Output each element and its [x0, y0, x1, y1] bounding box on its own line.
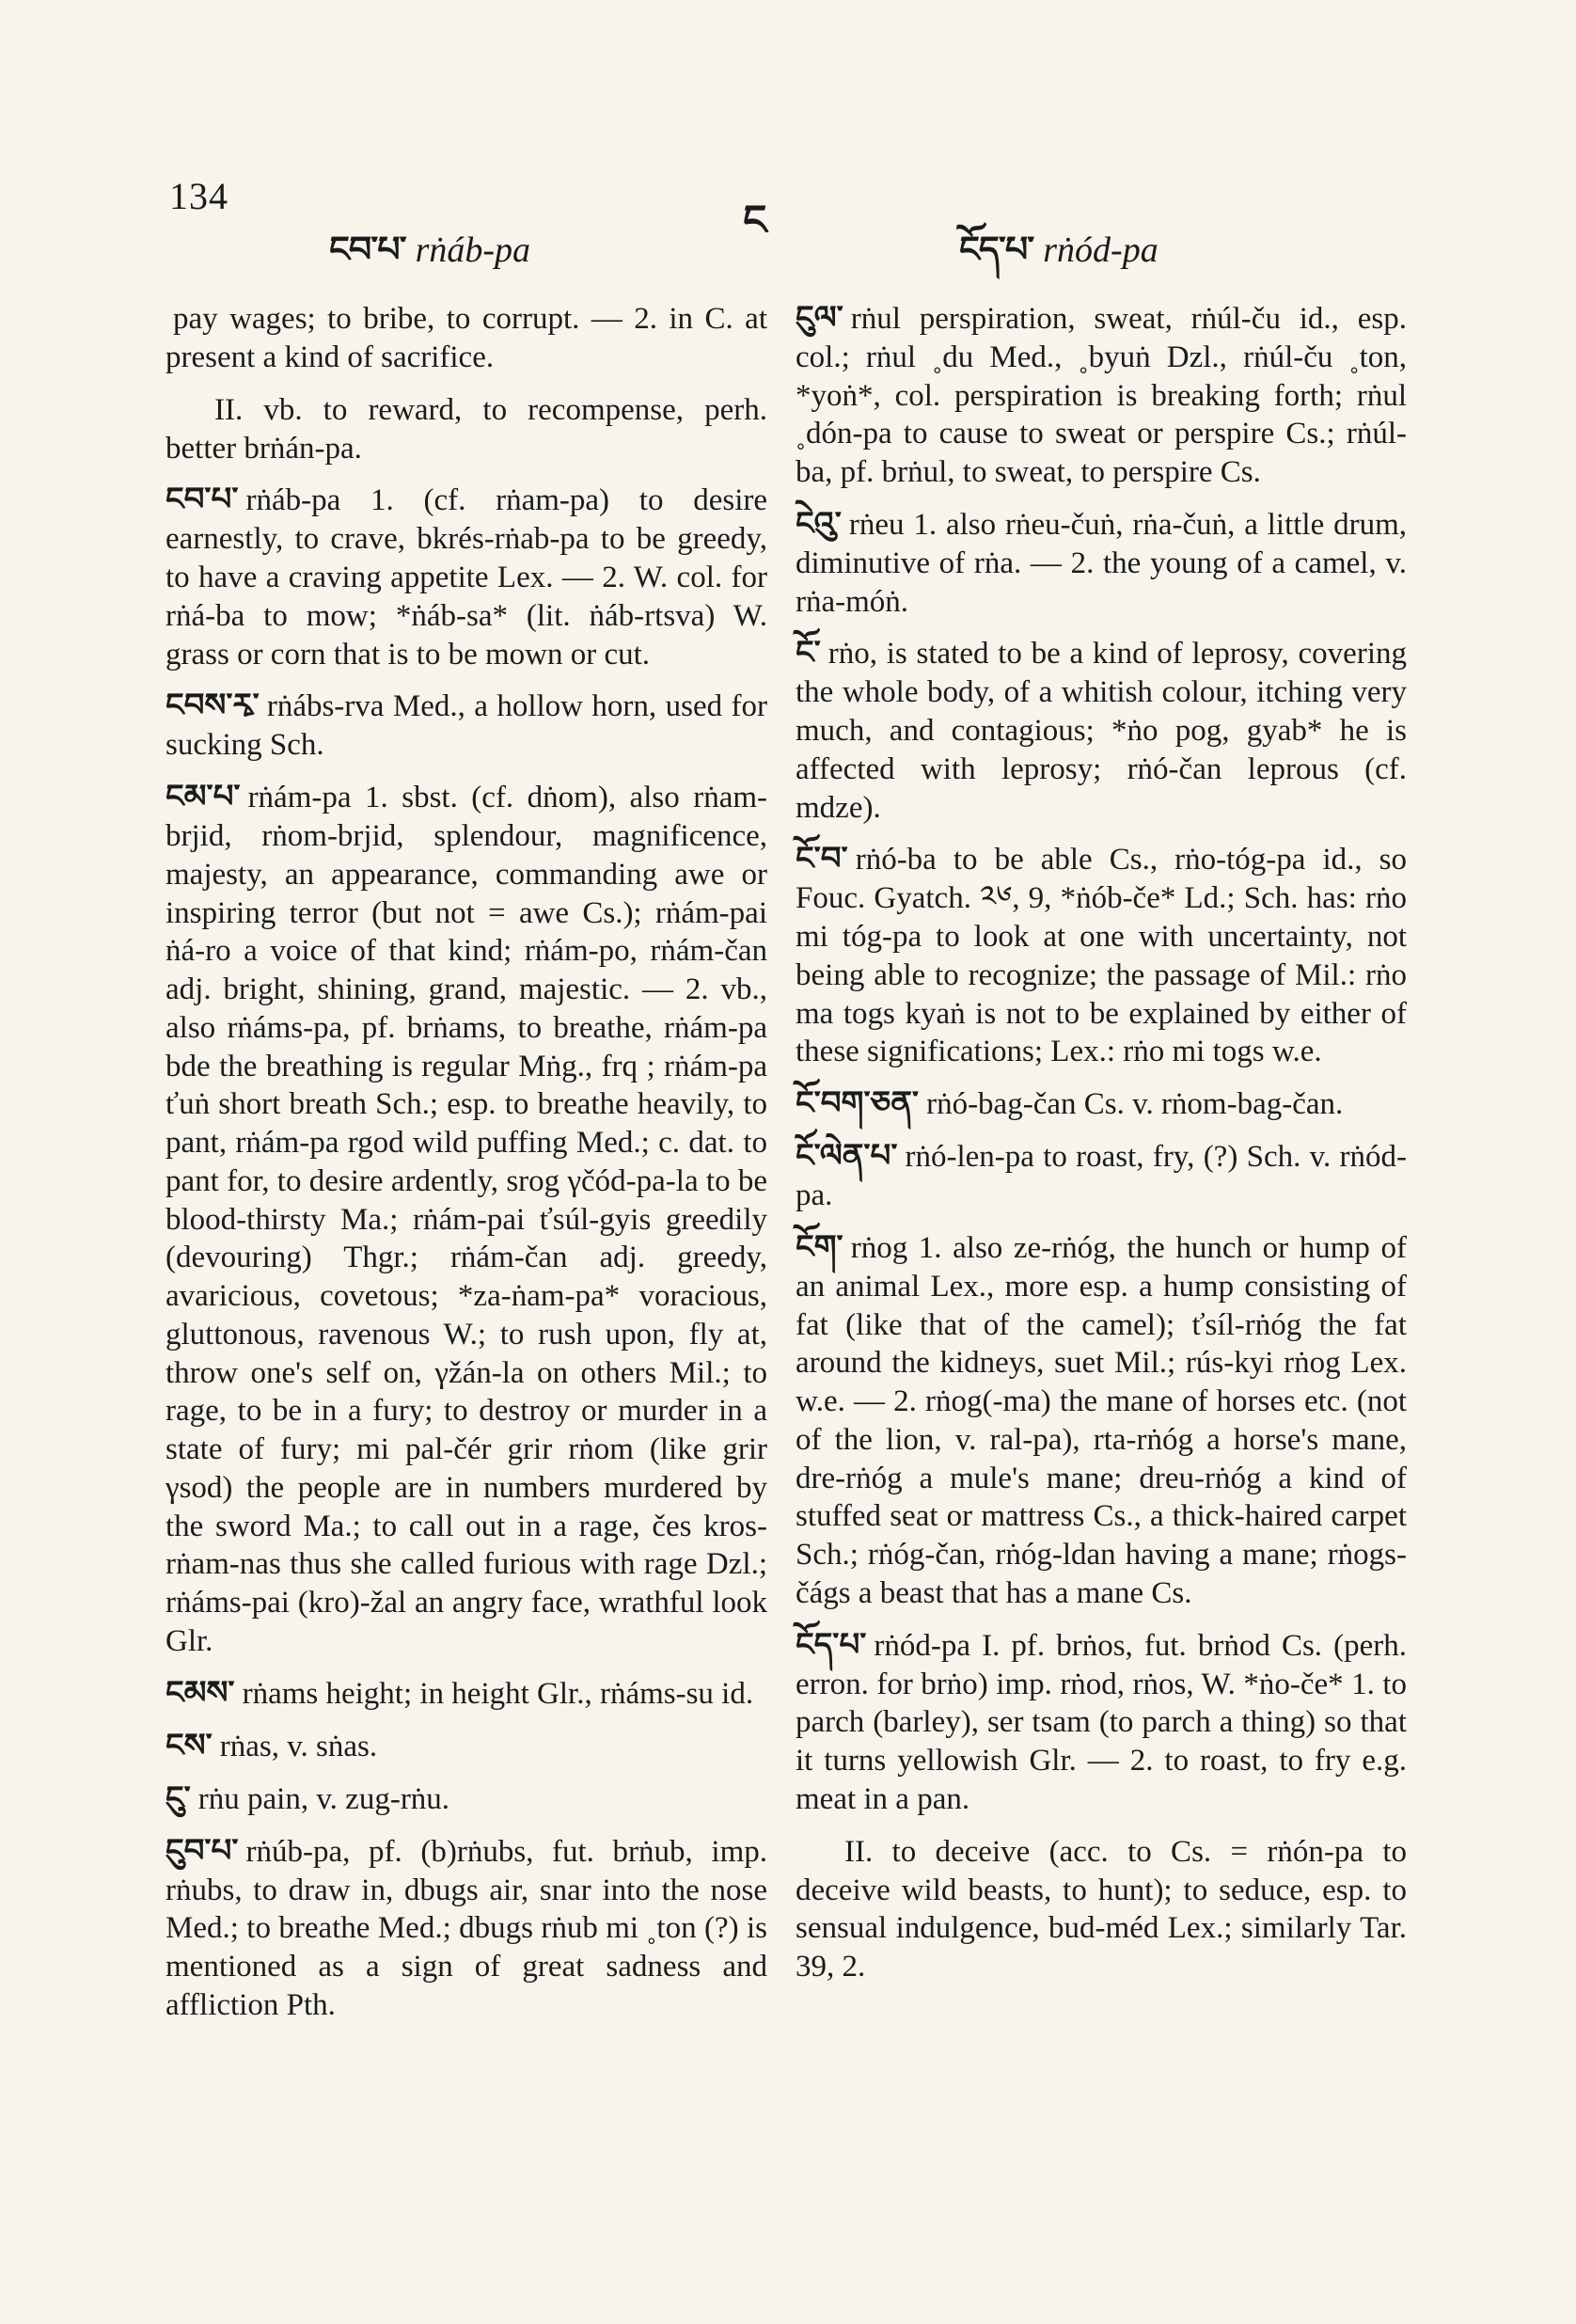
- dictionary-entry: [796, 1832, 1407, 1986]
- dictionary-entry: [796, 505, 1407, 621]
- dictionary-entry: [796, 299, 1407, 492]
- left-column: [165, 299, 767, 2038]
- entry-text: rṅo, is stated to be a kind of leprosy, covering the whole body, of a whitish colour, itching very much, and contagious; *ṅo pog, gyab* he is affected with leprosy; rṅó-čan leprous (cf. mdze).: [796, 637, 1407, 825]
- dictionary-entry: [165, 778, 767, 1660]
- page-number: 134: [169, 175, 229, 217]
- dictionary-entry: [165, 299, 767, 377]
- entry-text: rṅog 1. also ze-rṅóg, the hunch or hump of an animal Lex., more esp. a hump consisting of fat (like that of the camel); ťsíl-rṅóg the fat around the kidneys, suet Mil.; rús-kyi rṅog Lex. w.e. — 2. rṅog(-ma) the mane of horses etc. (not of the lion, v. ral-pa), rta-rṅóg a horse's mane, dre-rṅóg a mule's mane; dreu-rṅóg a kind of stuffed seat or mattress Cs., a thick-haired carpet Sch.; rṅóg-čan, rṅóg-ldan having a mane; rṅogs-čágs a beast that has a mane Cs.: [796, 1230, 1407, 1610]
- right-guide-transliteration: rṅód-pa: [1043, 230, 1158, 270]
- dictionary-entry: [796, 634, 1407, 827]
- dictionary-entry: [796, 840, 1407, 1071]
- dictionary-entry: [796, 1137, 1407, 1215]
- entry-headword: ངོག་: [796, 1227, 843, 1266]
- entry-text: rṅas, v. sṅas.: [219, 1729, 378, 1763]
- dictionary-entry: [165, 1674, 767, 1714]
- entry-text: pay wages; to bribe, to corrupt. — 2. in C. at present a kind of sacrifice.: [165, 302, 767, 374]
- entry-text: rṅul perspiration, sweat, rṅúl-ču id., esp. col.; rṅul ˳du Med., ˳byuṅ Dzl., rṅúl-ču ˳ton, *yoṅ*, col. perspiration is breaking forth; rṅul ˳dón-pa to cause to sweat or perspire Cs.; rṅúl-ba, pf. brṅul, to sweat, to perspire Cs.: [796, 302, 1407, 490]
- entry-text: rṅúb-pa, pf. (b)rṅubs, fut. brṅub, imp. rṅubs, to draw in, dbugs air, snar into the nose Med.; to breathe Med.; dbugs rṅub mi ˳ton (?) is mentioned as a sign of great sadness and affliction Pth.: [165, 1834, 767, 2022]
- entry-headword: ངམ་པ་: [165, 778, 241, 816]
- entry-headword: ངས་: [165, 1726, 213, 1764]
- entry-headword: ངམས་: [165, 1673, 235, 1712]
- entry-text: rṅáb-pa 1. (cf. rṅam-pa) to desire earnestly, to crave, bkrés-rṅab-pa to be greedy, to have a craving appetite Lex. — 2. W. col. for rṅá-ba to mow; *ṅáb-sa* (lit. ṅáb-rtsva) W. grass or corn that is to be mown or cut.: [165, 483, 767, 672]
- entry-headword: ངུལ་: [796, 299, 843, 337]
- section-letter: ང: [743, 197, 767, 245]
- dictionary-entry: [165, 481, 767, 673]
- entry-headword: ངུབ་པ་: [165, 1831, 239, 1870]
- entry-text: rṅód-pa I. pf. brṅos, fut. brṅod Cs. (perh. erron. for brṅo) imp. rṅod, rṅos, W. *ṅo-če* 1. to parch (barley), ser tsam (to parch a thing) so that it turns yellowish Glr. — 2. to roast, to fry e.g. meat in a pan.: [796, 1628, 1407, 1816]
- right-guide-word: [959, 210, 1158, 310]
- entry-headword: ངེའུ་: [796, 504, 842, 543]
- dictionary-entry: [796, 1228, 1407, 1613]
- right-column: [796, 299, 1407, 2000]
- dictionary-entry: [796, 1626, 1407, 1819]
- entry-headword: ངོ་ལེན་པ་: [796, 1137, 898, 1176]
- running-header: [0, 174, 1576, 270]
- entry-text: rṅábs-rva Med., a hollow horn, used for sucking Sch.: [165, 689, 767, 763]
- entry-headword: ངོད་པ་: [796, 1625, 867, 1664]
- entry-text: rṅams height; in height Glr., rṅáms-su id.: [242, 1676, 754, 1711]
- entry-text: rṅu pain, v. zug-rṅu.: [197, 1781, 450, 1816]
- dictionary-entry: [165, 390, 767, 468]
- dictionary-entry: [165, 1779, 767, 1819]
- entry-headword: ངོ་བ་: [796, 840, 848, 878]
- entry-text: II. vb. to reward, to recompense, perh. better brṅán-pa.: [165, 392, 767, 466]
- dictionary-entry: [165, 1727, 767, 1766]
- left-guide-transliteration: rṅáb-pa: [415, 230, 531, 270]
- entry-headword: ངོ་བག་ཅན་: [796, 1084, 920, 1123]
- left-guide-tibetan: ངབ་པ་: [329, 229, 406, 270]
- entry-headword: ངོ་: [796, 634, 821, 672]
- entry-text: rṅó-ba to be able Cs., rṅo-tóg-pa id., so Fouc. Gyatch. ༢༦, 9, *ṅób-če* Ld.; Sch. has: rṅo mi tóg-pa to look at one with uncertainty, not being able to recognize; the passage of Mil.: rṅo ma togs kyaṅ is not to be explained by either of these significations; Lex.: rṅo mi togs w.e.: [796, 843, 1407, 1069]
- entry-headword: ངུ་: [165, 1779, 191, 1817]
- entry-text: rṅó-len-pa to roast, fry, (?) Sch. v. rṅód-pa.: [796, 1140, 1407, 1213]
- entry-text: II. to deceive (acc. to Cs. = rṅón-pa to deceive wild beasts, to hunt); to seduce, esp. to sensual indulgence, bud-méd Lex.; similarly Tar. 39, 2.: [796, 1834, 1407, 1984]
- entry-text: rṅám-pa 1. sbst. (cf. dṅom), also rṅam-brjid, rṅom-brjid, splendour, magnificence, majesty, an appearance, commanding awe or inspiring terror (but not = awe Cs.); rṅám-pai ṅá-ro a voice of that kind; rṅám-po, rṅám-čan adj. bright, shining, grand, majestic. — 2. vb., also rṅáms-pa, pf. brṅams, to breathe, rṅám-pa bde the breathing is regular Mṅg., frq ; rṅám-pa ťuṅ short breath Sch.; esp. to breathe heavily, to pant, rṅám-pa rgod wild puffing Med.; c. dat. to pant for, to desire ardently, srog γčód-pa-la to be blood-thirsty Ma.; rṅám-pai ťsúl-gyis greedily (devouring) Thgr.; rṅám-čan adj. greedy, avaricious, covetous; *za-ṅam-pa* voracious, gluttonous, ravenous W.; to rush upon, fly at, throw one's self on, γžán-la on others Mil.; to rage, to be in a fury; to destroy or murder in a state of fury; mi pal-čér grir rṅom (like grir γsod) the people are in numbers murdered by the sword Ma.; to call out in a rage, čes kros-rṅam-nas thus she called furious with rage Dzl.; rṅáms-pai (kro)-žal an angry face, wrathful look Glr.: [165, 781, 767, 1658]
- dictionary-entry: [165, 1832, 767, 2025]
- entry-headword: ངབ་པ་: [165, 481, 239, 519]
- entry-text: rṅeu 1. also rṅeu-čuṅ, rṅa-čuṅ, a little drum, diminutive of rṅa. — 2. the young of a camel, v. rṅa-móṅ.: [796, 507, 1407, 619]
- dictionary-entry: [165, 687, 767, 765]
- entry-text: rṅó-bag-čan Cs. v. rṅom-bag-čan.: [926, 1087, 1344, 1122]
- left-guide-word: [329, 210, 530, 310]
- right-guide-tibetan: ངོད་པ་: [959, 229, 1034, 270]
- dictionary-entry: [796, 1084, 1407, 1124]
- entry-headword: ངབས་རྭ་: [165, 687, 260, 725]
